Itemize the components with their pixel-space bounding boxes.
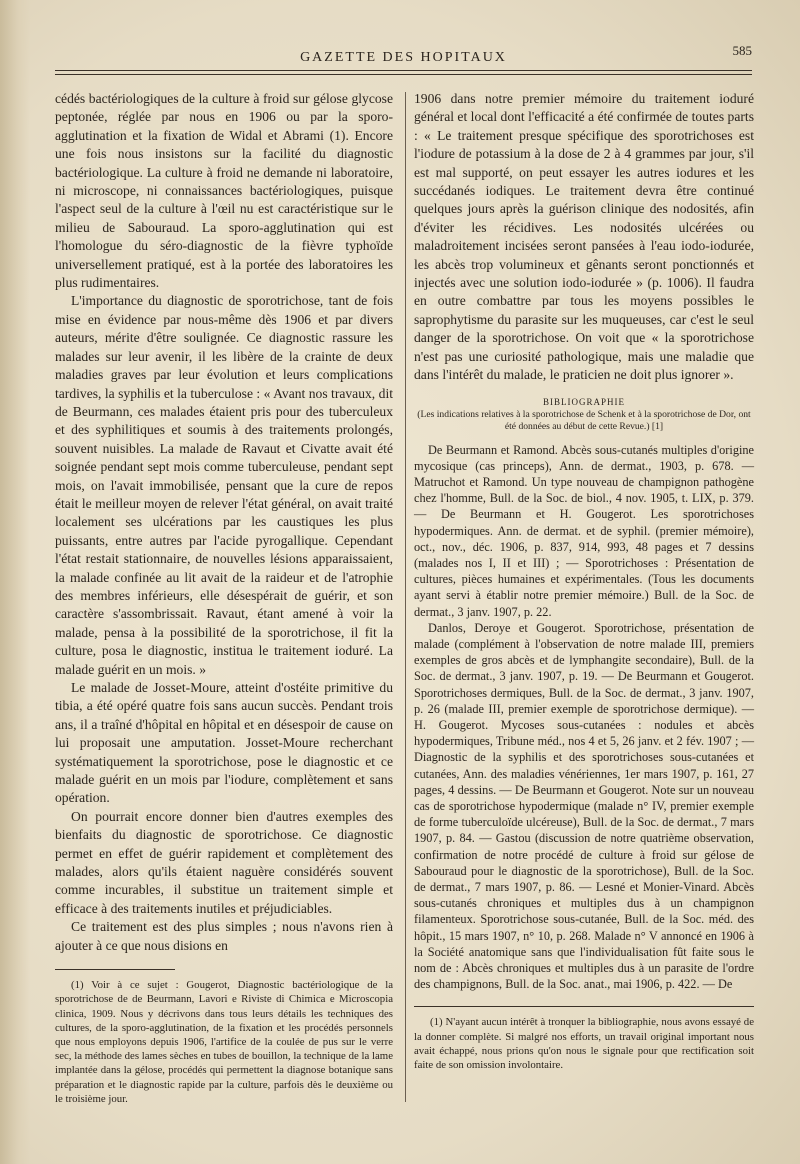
footnote-rule	[55, 969, 175, 970]
header-rule-thin	[55, 74, 752, 75]
page-edge-shadow	[0, 0, 30, 1164]
column-divider	[405, 92, 406, 1102]
journal-title: GAZETTE DES HOPITAUX	[300, 50, 507, 65]
paragraph: cédés bactériologiques de la culture à froid sur gélose glycose peptonée, réglée par nous en 1906 ou par la sporo-agglutination et la fixation de Widal et Abrami (1). Encore une fois nous insistons sur la facilité du diagnostic bactériologique. La culture à froid ne demande ni laboratoire, ni microscope, ni connaissances bactériologiques, puisque l'aspect seul de la culture à l'œil nu est caractéristique sur le milieu de Sabouraud. La sporo-agglutination qui est l'homologue du séro-diagnostic de la fièvre typhoïde universellement pratiqué, est à la portée des laboratoires les plus rudimentaires.	[55, 91, 393, 291]
paragraph: 1906 dans notre premier mémoire du traitement ioduré général et local dont l'efficacité a été confirmée de toutes parts : « Le traitement presque spécifique des sporotrichoses est l'iodure de potassium à la dose de 2 à 4 grammes par jour, s'il est mal supporté, on peut essayer les autres iodures et les succédanés iodiques. Le traitement devra être continué quelques jours après la guérison clinique des nodosités, afin d'éviter les récidives. Les nodosités ulcérées ou maladroitement incisées seront pansées à l'eau iodo-iodurée, les abcès trop volumineux et gênants seront ponctionnés et injectés avec une solution iodo-iodurée » (p. 1006). Il faudra en outre combattre par tous les moyens possibles le saprophytisme du parasite sur les muqueuses, car c'est le seul danger de la sporotrichose. On voit que « la sporotrichose n'est pas une curiosité pathologique, mais une maladie que dans l'intérêt du malade, le praticien ne doit plus ignorer ».	[414, 91, 754, 383]
paragraph: Ce traitement est des plus simples ; nous n'avons rien à ajouter à ce que nous disions en	[55, 919, 393, 953]
paragraph: L'importance du diagnostic de sporotrichose, tant de fois mise en évidence par nous-même dès 1906 et par divers auteurs, mérite d'être soulignée. Ce diagnostic rassure les malades sur leur avenir, il les libère de la crainte de deux maladies graves par leur évolution et leurs complications tardives, la syphilis et la tuberculose : « Avant nos travaux, dit de Beurmann, ces malades étaient pris pour des tuberculeux et des syphilitiques et soumis à des traitements prolongés, souvent nuisibles. La malade de Ravaut et Civatte avait été soignée pendant sept mois comme tuberculeuse, pendant sept mois, on l'avait immobilisée, pensant que la cure de repos était le meilleur moyen de relever l'état général, on avait traité localement ses ulcérations par les caustiques les plus puissants, entre autres par l'acide pyrogallique. Cependant l'état restait stationnaire, de nouvelles lésions apparaissaient, la malade confinée au lit avait de la raideur et de l'atrophie des membres inférieurs, elle désespérait de guérir, et son caractère s'assombrissait. Ravaut, étant amené à voir la malade, pensa à la possibilité de la sporotrichose, il fit la culture, posa le diagnostic, institua le traitement ioduré. La malade guérit en un mois. »	[55, 293, 393, 677]
footnote: (1) N'ayant aucun intérêt à tronquer la bibliographie, nous avons essayé de la donner complète. Si malgré nos efforts, un travail original important nous avait échappé, nous prions qu'on nous le signale pour que rectification soit faite de son omission involontaire.	[414, 1016, 754, 1072]
header-rule-thick	[55, 70, 752, 71]
paragraph: Le malade de Josset-Moure, atteint d'ostéite primitive du tibia, a été opéré quatre fois sans aucun succès. Pendant trois ans, il a traîné d'hôpital en hôpital et en désespoir de cause on lui proposait une amputation. Josset-Moure recherchant systématiquement la sporotrichose, pose le diagnostic et ce malade guérit en un mois par l'iodure, complètement et sans opération.	[55, 680, 393, 806]
running-head	[55, 43, 752, 70]
bibliography-heading: BIBLIOGRAPHIE	[543, 396, 625, 407]
bibliography-entry: De Beurmann et Ramond. Abcès sous-cutanés multiples d'origine mycosique (cas princeps), Ann. de dermat., 1903, p. 678. — Matruchot et Ramond. Un type nouveau de champignon pathogène chez l'homme, Bull. de la Soc. de biol., 4 nov. 1905, t. LIX, p. 379. — De Beurmann et H. Gougerot. Les sporotrichoses hypodermiques. Ann. de dermat. et de syphil. (premier mémoire), oct., nov., déc. 1906, p. 837, 914, 993, 48 pages et 7 dessins (malades nos I, II et III) ; — Sporotrichoses : Présentation de cultures, pièces humaines et expérimentales. (Tous les documents ayant servi à établir notre premier mémoire.) Bull. de la Soc. de dermat., 3 janv. 1907, p. 22.	[414, 442, 754, 619]
bibliography	[414, 442, 754, 993]
bibliography-entry: Danlos, Deroye et Gougerot. Sporotrichose, présentation de malade (complément à l'observation de notre malade III, premiers exemples de gros abcès et de lymphangite secondaire), Bull. de la Soc. de dermat., 3 janv. 1907, p. 19. — De Beurmann et Gougerot. Sporotrichoses dermiques, Bull. de la Soc. de dermat., 3 janv. 1907, p. 26 (malade III, premier exemple de sporotrichose dermique). — H. Gougerot. Mycoses sous-cutanées : nodules et abcès hypodermiques, Tribune méd., nos 4 et 5, 26 janv. et 2 fév. 1907 ; — Diagnostic de la syphilis et des sporotrichoses sous-cutanées et cutanées, Ann. des maladies vénériennes, 1er mars 1907, p. 161, 27 pages, 4 dessins. — De Beurmann et Gougerot. Note sur un nouveau cas de sporotrichose hypodermique (malade n° IV, premier exemple de forme tuberculoïde ulcéreuse), Bull. de la Soc. de dermat., 7 mars 1907, p. 84. — Gastou (discussion de notre quatrième observation, confirmation de notre procédé de culture à froid sur gélose de Sabouraud pour le diagnostic de la sporotrichose), Bull. de la Soc. de dermat., 7 mars 1907, p. 86. — Lesné et Monier-Vinard. Abcès sous-cutanés chroniques et multiples dus à un champignon filamenteux. Sporotrichose sous-cutanée, Bull. de la Soc. méd. des hôpit., 15 mars 1907, n° 10, p. 268. Malade n° V annoncé en 1906 à la Société anatomique sans que l'individualisation fût faite sous le nom de : Abcès chroniques et multiples dus à un parasite de l'ordre des champignons, Bull. de la Soc. anat., mai 1906, p. 422. — De	[414, 620, 754, 992]
right-column	[414, 90, 754, 1072]
bibliography-note: (Les indications relatives à la sporotrichose de Schenk et à la sporotrichose de Dor, ont été données au début de cette Revue.) [1]	[417, 408, 751, 432]
footnote-rule	[414, 1006, 754, 1007]
footnote: (1) Voir à ce sujet : Gougerot, Diagnostic bactériologique de la sporotrichose de de Beurmann, Lavori e Riviste di Chimica e Microscopia clinica, 1909. Nous y décrivons dans tous leurs détails les techniques des cultures, de la sporo-agglutination, de la fixation et les procédés personnels que nous employons depuis 1906, l'artifice de la coulée de pus sur le verre sec, la méthode des lames sèches en tubes de bouillon, la technique de la lame implantée dans la gélose, procédés qui permettent la diagnose botanique sans préparation et le diagnostic rapide par la culture, parfois dès le deuxième ou le troisième jour.	[55, 979, 393, 1105]
page-number: 585	[732, 43, 752, 58]
paragraph: On pourrait encore donner bien d'autres exemples des bienfaits du diagnostic de sporotrichose. Ce diagnostic permet en effet de guérir rapidement et complètement des malades, alors qu'ils étaient naguère considérés souvent comme incurables, il substitue un traitement simple et efficace à des traitements inutiles et préjudiciables.	[55, 808, 393, 916]
left-column	[55, 90, 393, 1106]
